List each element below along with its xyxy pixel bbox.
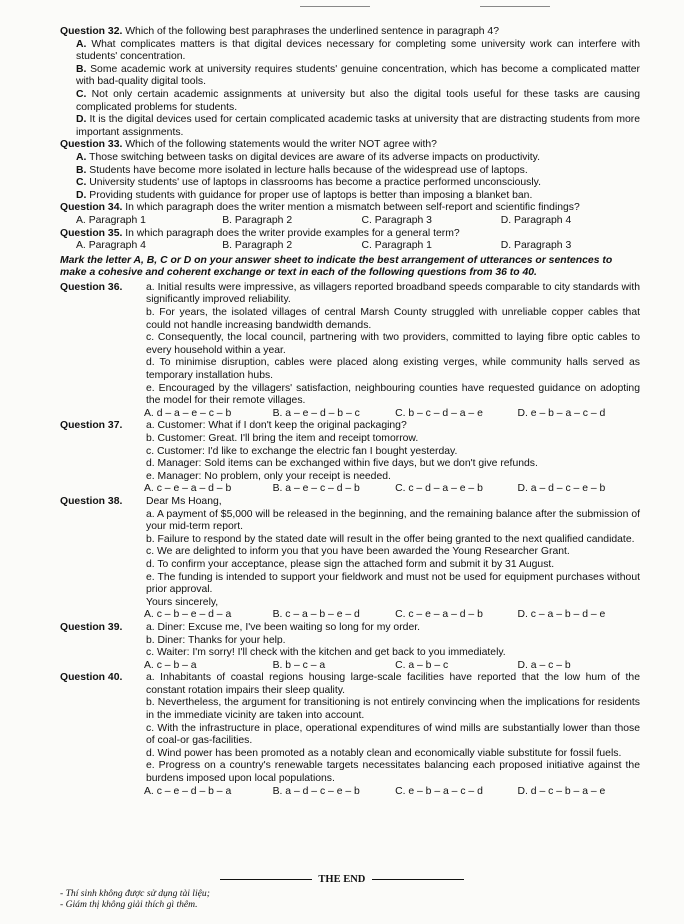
option-d: D. Paragraph 4	[500, 214, 572, 226]
option-b: B. a – d – c – e – b	[272, 785, 360, 797]
option-d: D. a – c – b	[517, 659, 571, 671]
footer-note: - Thí sinh không được sử dụng tài liệu;	[60, 888, 210, 899]
question-body	[146, 672, 640, 785]
option-b: B. a – e – c – d – b	[272, 483, 360, 495]
sentence-e: e. Encouraged by the villagers' satisfaction, neighbouring counties have requested guidance on adopting the model for their remote villages.	[146, 382, 640, 407]
end-rule-left	[220, 879, 312, 880]
question-body	[146, 496, 640, 609]
sentence-d: d. To minimise disruption, cables were placed along existing verges, while community halls served as temporary installation hubs.	[146, 357, 640, 382]
question-39	[60, 622, 640, 660]
q36-options	[144, 408, 640, 421]
question-32	[60, 26, 640, 39]
sentence-c: c. With the infrastructure in place, operational expenditures of wind mills are substantially lower than those of coal-or gas-facilities.	[146, 722, 640, 747]
option-c: C. Paragraph 1	[361, 240, 432, 252]
q33-option-b: B. Students have become more isolated in lecture halls because of the widespread use of laptops.	[76, 164, 528, 176]
question-stem: In which paragraph does the writer mention a mismatch between self-report and scientific findings?	[125, 202, 580, 214]
top-rule-left	[300, 6, 370, 7]
q32-option-a: A. What complicates matters is that digital devices necessary for completing some university work can interfere with students' concentration.	[76, 38, 640, 63]
question-label: Question 38.	[60, 495, 123, 507]
option-d: D. a – d – c – e – b	[517, 483, 606, 495]
sentence-d: d. Wind power has been promoted as a notably clean and economically viable substitute for fossil fuels.	[146, 747, 622, 759]
sentence-b: b. For years, the isolated villages of central Marsh County struggled with unreliable copper cables that could not handle increasing bandwidth demands.	[146, 307, 640, 331]
option-a: A. c – e – d – b – a	[144, 785, 232, 797]
option-d: D. e – b – a – c – d	[517, 407, 606, 419]
option-d: D. Paragraph 3	[500, 240, 572, 252]
sentence-b: b. Diner: Thanks for your help.	[146, 634, 286, 646]
option-c: C. c – d – a – e – b	[395, 483, 483, 495]
footer-notes	[60, 888, 210, 910]
option-a: A. d – a – e – c – b	[144, 407, 232, 419]
option-c: C. b – c – d – a – e	[395, 407, 483, 419]
option-c: C. a – b – c	[395, 659, 449, 671]
end-label: THE END	[318, 874, 366, 885]
sentence-b: b. Nevertheless, the argument for transitioning is not entirely convincing when the implications for residents in the immediate vicinity are taken into account.	[146, 697, 640, 722]
sentence-c: c. Consequently, the local council, partnering with two providers, committed to laying fibre optic cables to every household within a year.	[146, 332, 640, 356]
question-label: Question 37.	[60, 420, 123, 432]
question-label: Question 40.	[60, 672, 123, 684]
question-stem: In which paragraph does the writer provide examples for a general term?	[125, 227, 460, 239]
q32-option-b: B. Some academic work at university requires students' genuine concentration, which has become a complicated matter with bad-quality digital tools.	[76, 63, 640, 88]
option-b: B. b – c – a	[272, 659, 326, 671]
letter-closing: Yours sincerely,	[146, 596, 219, 608]
question-40	[60, 672, 640, 785]
sentence-a: a. A payment of $5,000 will be released in the beginning, and the remaining balance after the submission of your mid-term report.	[146, 508, 640, 533]
question-34	[60, 202, 640, 215]
q33-option-d: D. Providing students with guidance for proper use of laptops is better than imposing a blanket ban.	[76, 189, 533, 201]
question-38	[60, 496, 640, 609]
sentence-d: d. Manager: Sold items can be exchanged within five days, but we don't give refunds.	[146, 458, 538, 470]
question-body	[146, 622, 640, 660]
footer-note: - Giám thị không giải thích gì thêm.	[60, 899, 198, 910]
q35-options	[76, 240, 640, 253]
option-a: A. c – b – a	[144, 659, 197, 671]
sentence-e: e. Progress on a country's renewable targets necessitates balancing each proposed initiative against the burdens imposed upon local populations.	[146, 760, 640, 785]
q32-option-d: D. It is the digital devices used for certain complicated academic tasks at university that are distracting students from more important assignments.	[76, 114, 640, 138]
q39-options	[144, 660, 640, 673]
question-37	[60, 420, 640, 483]
q34-options	[76, 215, 640, 228]
sentence-e: e. The funding is intended to support your fieldwork and must not be used for equipment purchases without prior approval.	[146, 571, 640, 596]
q33-option-c: C. University students' use of laptops in classrooms has become a practice performed unconsciously.	[76, 177, 541, 189]
exam-content	[60, 26, 640, 798]
end-rule-right	[372, 879, 464, 880]
question-label: Question 36.	[60, 281, 123, 293]
q38-options	[144, 609, 640, 622]
option-c: C. e – b – a – c – d	[395, 785, 483, 797]
option-a: A. c – b – e – d – a	[144, 609, 232, 621]
option-a: A. Paragraph 4	[76, 240, 146, 252]
sentence-d: d. To confirm your acceptance, please sign the attached form and submit it by 31 August.	[146, 558, 555, 570]
sentence-a: a. Diner: Excuse me, I've been waiting so long for my order.	[146, 621, 421, 633]
question-33	[60, 139, 640, 152]
question-body	[146, 282, 640, 408]
option-b: B. Paragraph 2	[222, 240, 293, 252]
top-rule-right	[480, 6, 550, 7]
sentence-b: b. Customer: Great. I'll bring the item and receipt tomorrow.	[146, 433, 419, 444]
q40-options	[144, 786, 640, 799]
option-b: B. c – a – b – e – d	[272, 609, 360, 621]
sentence-c: c. Waiter: I'm sorry! I'll check with the kitchen and get back to you immediately.	[146, 647, 506, 659]
option-d: D. c – a – b – d – e	[517, 609, 606, 621]
question-label: Question 34.	[60, 202, 123, 214]
sentence-c: c. Customer: I'd like to exchange the electric fan I bought yesterday.	[146, 445, 458, 457]
question-label: Question 35.	[60, 227, 123, 239]
question-body	[146, 420, 640, 483]
question-label: Question 33.	[60, 139, 123, 151]
sentence-a: a. Customer: What if I don't keep the original packaging?	[146, 420, 407, 432]
option-d: D. d – c – b – a – e	[517, 785, 606, 797]
option-a: A. Paragraph 1	[76, 214, 146, 226]
question-label: Question 39.	[60, 621, 123, 633]
option-c: C. Paragraph 3	[361, 214, 432, 226]
q32-option-c: C. Not only certain academic assignments at university but also the digital tools useful for these tasks are causing complicated problems for students.	[76, 88, 640, 113]
sentence-e: e. Manager: No problem, only your receipt is needed.	[146, 470, 391, 482]
option-c: C. c – e – a – d – b	[395, 609, 483, 621]
question-stem: Which of the following best paraphrases the underlined sentence in paragraph 4?	[125, 26, 499, 37]
option-a: A. c – e – a – d – b	[144, 483, 232, 495]
option-b: B. a – e – d – b – c	[272, 407, 360, 419]
question-36	[60, 282, 640, 408]
sentence-c: c. We are delighted to inform you that you have been awarded the Young Researcher Grant.	[146, 546, 570, 558]
question-label: Question 32.	[60, 26, 123, 37]
sentence-a: a. Initial results were impressive, as villagers reported broadband speeds comparable to city standards with significantly improved reliability.	[146, 281, 640, 306]
q33-option-a: A. Those switching between tasks on digital devices are aware of its adverse impacts on productivity.	[76, 151, 540, 163]
question-35	[60, 228, 640, 241]
sentence-b: b. Failure to respond by the stated date will result in the offer being granted to the next qualified candidate.	[146, 533, 635, 545]
question-stem: Which of the following statements would the writer NOT agree with?	[125, 139, 437, 151]
end-marker	[0, 874, 684, 887]
section-instruction: Mark the letter A, B, C or D on your answer sheet to indicate the best arrangement of utterances or sentences to make a cohesive and coherent exchange or text in each of the following questions from 36 to 40.	[60, 254, 613, 279]
letter-greeting: Dear Ms Hoang,	[146, 495, 222, 507]
sentence-a: a. Inhabitants of coastal regions housing large-scale facilities have reported that the low hum of the constant rotation impairs their sleep quality.	[146, 672, 640, 696]
option-b: B. Paragraph 2	[222, 214, 293, 226]
q37-options	[144, 483, 640, 496]
